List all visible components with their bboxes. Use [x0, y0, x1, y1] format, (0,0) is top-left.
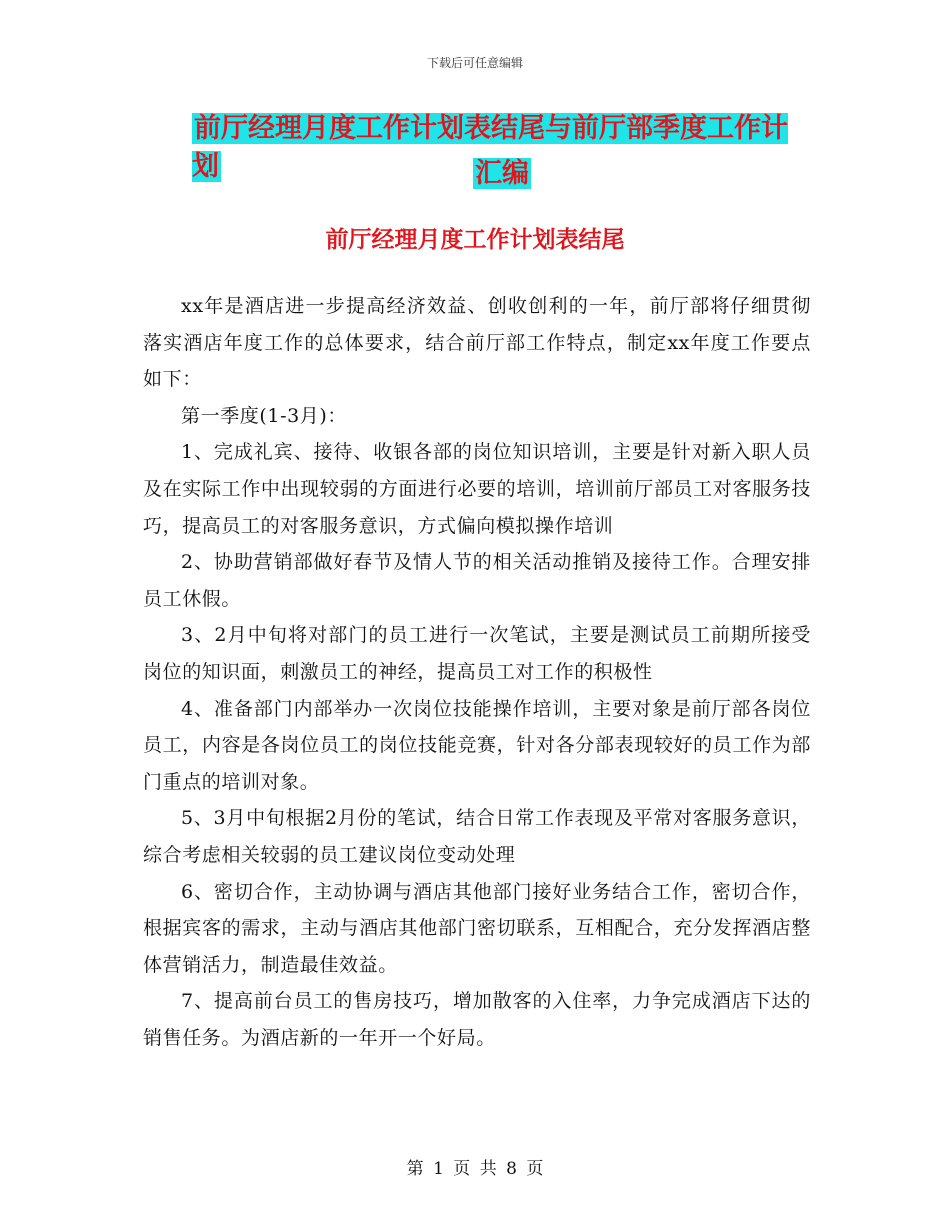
paragraph: 1、完成礼宾、接待、收银各部的岗位知识培训，主要是针对新入职人员及在实际工作中出现较弱的方面进行必要的培训，培训前厅部员工对客服务技巧，提高员工的对客服务意识，方式偏向模拟操作培训 — [143, 441, 811, 537]
page-footer: 第 1 页 共 8 页 — [406, 1159, 544, 1179]
header-note: 下载后可任意编辑 — [426, 56, 523, 70]
paragraph: xx年是酒店进一步提高经济效益、创收创利的一年，前厅部将仔细贯彻落实酒店年度工作的总体要求，结合前厅部工作特点，制定xx年度工作要点如下： — [143, 295, 811, 391]
document-title-line1: 前厅经理月度工作计划表结尾与前厅部季度工作计划 — [192, 113, 788, 182]
paragraph: 2、协助营销部做好春节及情人节的相关活动推销及接待工作。合理安排员工休假。 — [143, 551, 811, 610]
paragraph: 4、准备部门内部举办一次岗位技能操作培训，主要对象是前厅部各岗位员工，内容是各岗位员工的岗位技能竞赛，针对各分部表现较好的员工作为部门重点的培训对象。 — [143, 697, 811, 793]
paragraph: 3、2月中旬将对部门的员工进行一次笔试，主要是测试员工前期所接受岗位的知识面，刺激员工的神经，提高员工对工作的积极性 — [143, 624, 811, 683]
paragraph: 5、3月中旬根据2月份的笔试，结合日常工作表现及平常对客服务意识，综合考虑相关较弱的员工建议岗位变动处理 — [143, 807, 811, 866]
section-title: 前厅经理月度工作计划表结尾 — [325, 226, 625, 253]
paragraph: 7、提高前台员工的售房技巧，增加散客的入住率，力争完成酒店下达的销售任务。为酒店新的一年开一个好局。 — [143, 990, 811, 1049]
document-title-continued — [192, 155, 812, 193]
document-body — [143, 288, 811, 1056]
document-title-line2: 汇编 — [475, 158, 529, 189]
paragraph: 6、密切合作，主动协调与酒店其他部门接好业务结合工作，密切合作，根据宾客的需求，主动与酒店其他部门密切联系，互相配合，充分发挥酒店整体营销活力，制造最佳效益。 — [143, 880, 811, 976]
paragraph: 第一季度(1-3月)： — [181, 404, 348, 427]
